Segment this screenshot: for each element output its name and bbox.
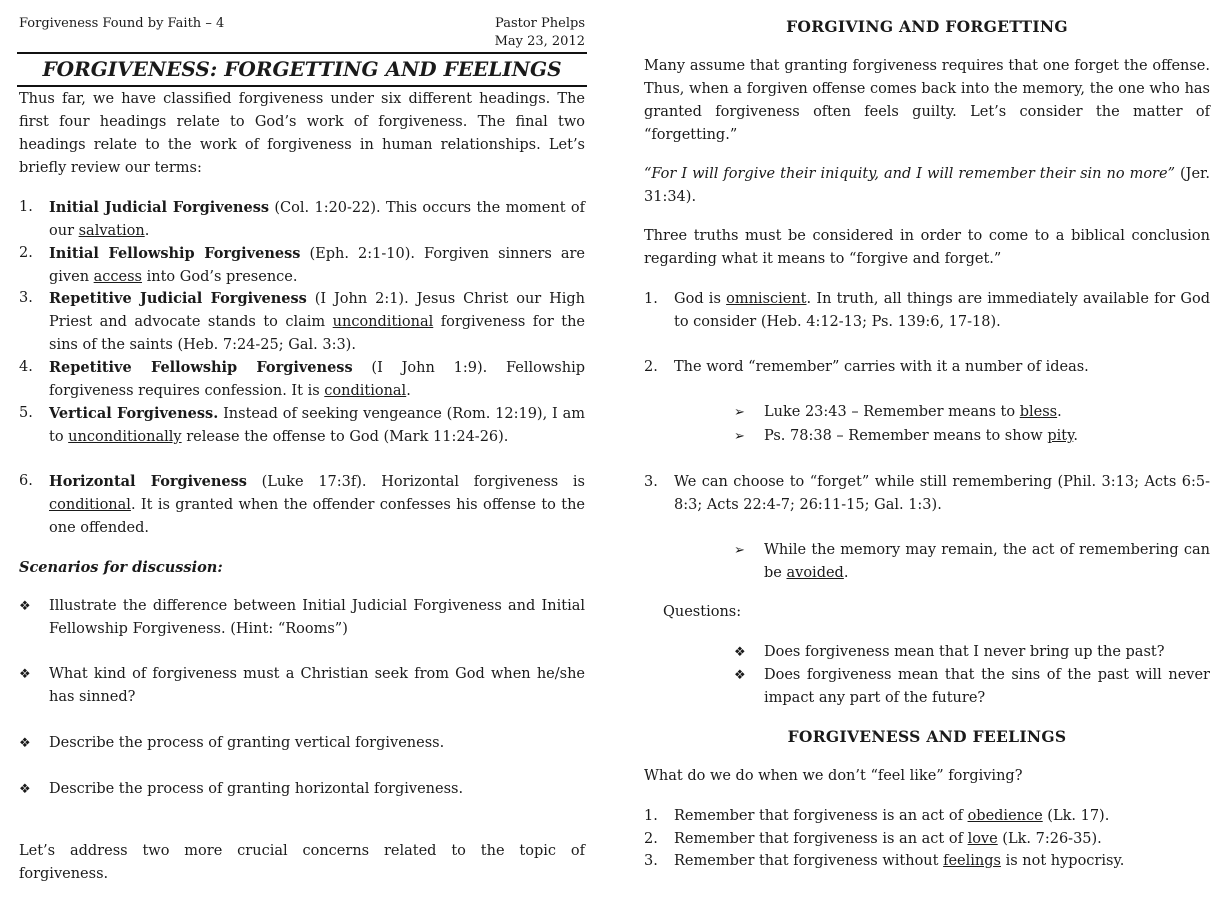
feeling-item: 1. Remember that forgiveness is an act of obedience (Lk. 17). (644, 808, 1110, 824)
page-title: FORGIVENESS: FORGETTING AND FEELINGS (42, 57, 562, 81)
diamond-bullet-icon: ❖ (19, 736, 31, 751)
page-header (19, 15, 585, 53)
term: Repetitive Fellowship Forgiveness (49, 359, 353, 376)
list-item: 1. Initial Judicial Forgiveness (Col. 1:20-22). This occurs the moment of our salvation. (19, 199, 585, 239)
question-item: ❖ Does forgiveness mean that I never bring up the past? (764, 641, 1210, 664)
list-item: 5. Vertical Forgiveness. Instead of seeking vengeance (Rom. 12:19), I am to unconditionally release the offense to God (Mark 11:24-26). (19, 405, 585, 445)
truths-intro: Three truths must be considered in order to come to a biblical conclusion regarding what it means to “forgive and forget.” (644, 228, 1210, 267)
feelings-paragraph: What do we do when we don’t “feel like” forgiving? (644, 768, 1023, 784)
author-date (495, 15, 585, 51)
term: Vertical Forgiveness. (49, 405, 219, 422)
list-item: 6. Horizontal Forgiveness (Luke 17:3f). Horizontal forgiveness is conditional. It is granted when the offender confesses his offense to the one offended. (19, 473, 585, 536)
arrow-bullet-icon: ➢ (734, 543, 745, 558)
arrow-bullet-icon: ➢ (734, 429, 745, 444)
section-heading-feelings: FORGIVENESS AND FEELINGS (787, 727, 1067, 746)
diamond-bullet-icon: ❖ (734, 645, 746, 660)
diamond-bullet-icon: ❖ (734, 668, 746, 683)
truth-item: 3. We can choose to “forget” while still remembering (Phil. 3:13; Acts 6:5-8:3; Acts 22:4-7; 26:11-15; Gal. 1:3). (644, 474, 1210, 513)
truth-item: 1. God is omniscient. In truth, all things are immediately available for God to consider (Heb. 4:12-13; Ps. 139:6, 17-18). (644, 291, 1210, 330)
scripture-quote: “For I will forgive their iniquity, and I will remember their sin no more” (Jer. 31:34). (644, 166, 1210, 205)
term: Horizontal Forgiveness (49, 473, 247, 490)
series-title: Forgiveness Found by Faith – 4 (19, 16, 225, 31)
list-item: 4. Repetitive Fellowship Forgiveness (I John 1:9). Fellowship forgiveness requires confession. It is conditional. (19, 359, 585, 399)
sub-bullet-item: ➢ While the memory may remain, the act of remembering can be avoided. (764, 539, 1210, 585)
term: Initial Judicial Forgiveness (49, 199, 270, 216)
scenarios-heading: Scenarios for discussion: (19, 559, 223, 576)
title-rule-bottom (17, 85, 587, 87)
feeling-item: 2. Remember that forgiveness is an act of love (Lk. 7:26-35). (644, 831, 1102, 847)
title-rule-top (17, 52, 587, 54)
intro-paragraph: Thus far, we have classified forgiveness under six different headings. The first four headings relate to God’s work of forgiveness. The final two headings relate to the work of forgiveness in human relationships. Let’s briefly review our terms: (19, 91, 585, 176)
term: Repetitive Judicial Forgiveness (49, 290, 307, 307)
date: May 23, 2012 (494, 34, 585, 49)
questions-label: Questions: (663, 604, 742, 620)
diamond-bullet-icon: ❖ (19, 599, 31, 614)
diamond-bullet-icon: ❖ (19, 667, 31, 682)
scenario-item: ❖ Illustrate the difference between Initial Judicial Forgiveness and Initial Fellowship Forgiveness. (Hint: “Rooms”) (49, 595, 585, 641)
section-heading-forgetting: FORGIVING AND FORGETTING (786, 17, 1068, 36)
closing-paragraph: Let’s address two more crucial concerns related to the topic of forgiveness. (19, 843, 585, 882)
scenario-item: ❖ Describe the process of granting vertical forgiveness. (49, 732, 585, 755)
list-item: 3. Repetitive Judicial Forgiveness (I John 2:1). Jesus Christ our High Priest and advocate stands to claim unconditional forgiveness for the sins of the saints (Heb. 7:24-25; Gal. 3:3). (19, 290, 585, 353)
feeling-item: 3. Remember that forgiveness without feelings is not hypocrisy. (644, 853, 1125, 869)
sub-bullet-item: ➢ Ps. 78:38 – Remember means to show pity. (764, 425, 1210, 448)
scenario-item: ❖ What kind of forgiveness must a Christian seek from God when he/she has sinned? (49, 663, 585, 709)
scenario-item: ❖ Describe the process of granting horizontal forgiveness. (49, 778, 585, 801)
forgetting-paragraph: Many assume that granting forgiveness requires that one forget the offense. Thus, when a forgiven offense comes back into the memory, the one who has granted forgiveness often feels guilty. Let’s consider the matter of “forgetting.” (644, 58, 1210, 143)
sub-bullet-item: ➢ Luke 23:43 – Remember means to bless. (764, 401, 1210, 424)
question-item: ❖ Does forgiveness mean that the sins of the past will never impact any part of the future? (764, 664, 1210, 710)
arrow-bullet-icon: ➢ (734, 405, 745, 420)
diamond-bullet-icon: ❖ (19, 782, 31, 797)
term: Initial Fellowship Forgiveness (49, 245, 301, 262)
author: Pastor Phelps (495, 16, 585, 31)
list-item: 2. Initial Fellowship Forgiveness (Eph. 2:1-10). Forgiven sinners are given access into God’s presence. (19, 245, 586, 285)
truth-item: 2. The word “remember” carries with it a number of ideas. (644, 359, 1089, 375)
